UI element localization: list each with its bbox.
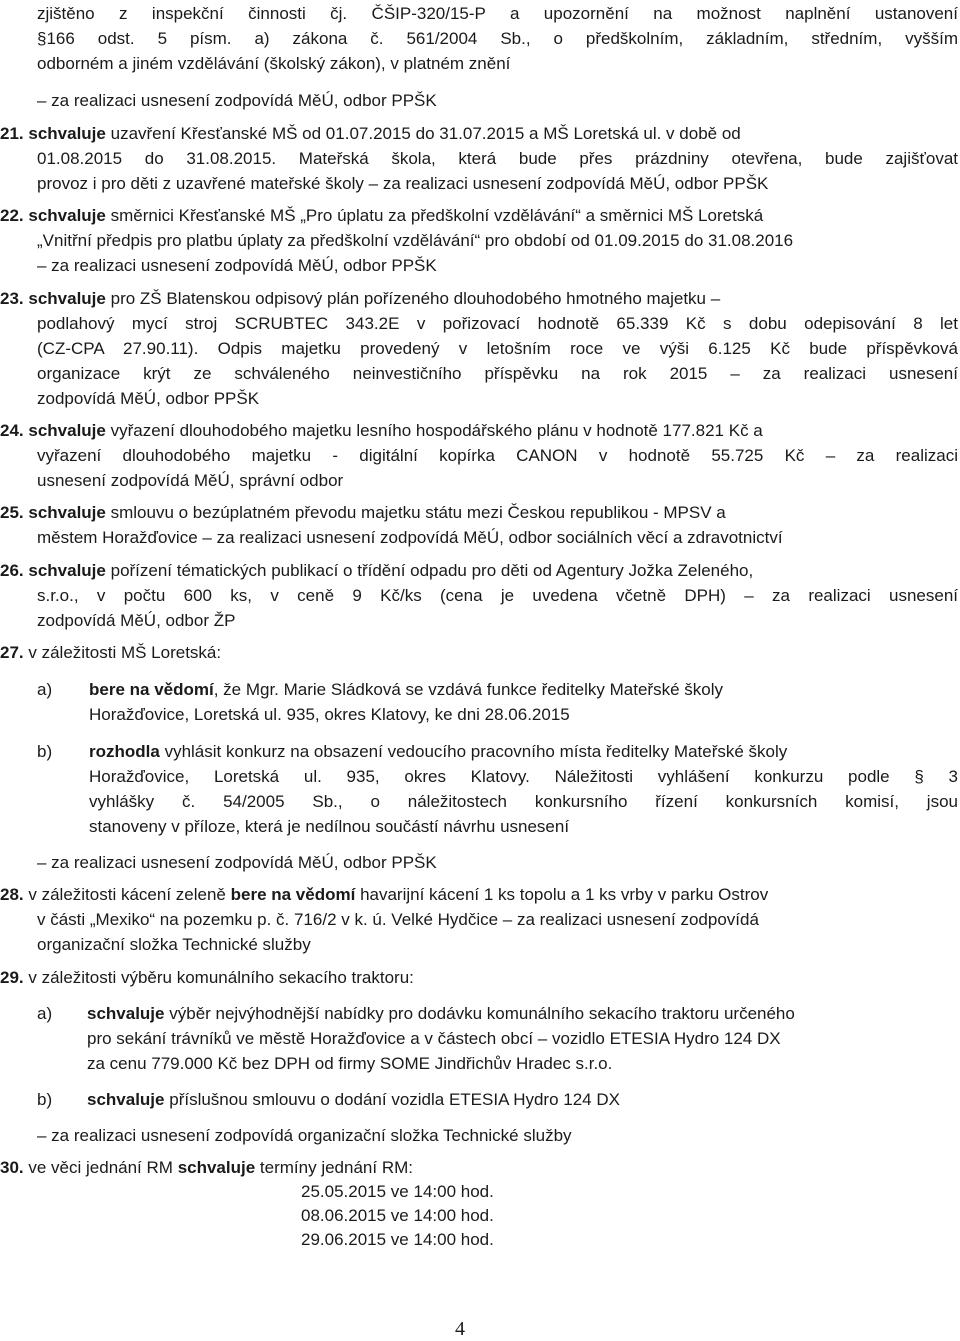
item-number: 21.	[0, 124, 24, 143]
item-intro: v záležitosti MŠ Loretská:	[28, 643, 222, 662]
item-28	[0, 885, 958, 907]
item-30	[0, 1158, 413, 1180]
item-number: 25.	[0, 503, 24, 522]
item-23-line-2: podlahový mycí stroj SCRUBTEC 343.2E v pořizovací hodnotě 65.339 Kč s dobu odepisování 8 let	[37, 314, 958, 333]
item-26	[0, 561, 958, 583]
item-28-line-3: organizační složka Technické služby	[37, 935, 311, 954]
item-24	[0, 421, 958, 443]
item-29a-line-3: za cenu 779.000 Kč bez DPH od firmy SOME Jindřichův Hradec s.r.o.	[87, 1054, 613, 1073]
item-text: uzavření Křesťanské MŠ od 01.07.2015 do 31.07.2015 a MŠ Loretská ul. v době od	[110, 124, 741, 143]
meeting-date: 25.05.2015 ve 14:00 hod.	[301, 1182, 494, 1201]
verb: schvaluje	[87, 1004, 165, 1023]
item-23-line-5: zodpovídá MěÚ, odbor PPŠK	[37, 389, 260, 408]
meeting-date: 29.06.2015 ve 14:00 hod.	[301, 1230, 494, 1249]
item-text: vyhlásit konkurz na obsazení vedoucího pracovního místa ředitelky Mateřské školy	[164, 742, 788, 761]
verb: schvaluje	[177, 1158, 256, 1177]
item-number: 27.	[0, 643, 24, 662]
item-number: 24.	[0, 421, 24, 440]
meeting-date: 08.06.2015 ve 14:00 hod.	[301, 1206, 494, 1225]
verb: schvaluje	[28, 206, 106, 225]
item-number: 23.	[0, 289, 24, 308]
item-26-line-3: zodpovídá MěÚ, odbor ŽP	[37, 611, 236, 630]
item-text: vyřazení dlouhodobého majetku lesního hospodářského plánu v hodnotě 177.821 Kč a	[110, 421, 763, 440]
item-number: 28.	[0, 885, 24, 904]
item-23-line-3: (CZ-CPA 27.90.11). Odpis majetku provedený v letošním roce ve výši 6.125 Kč bude příspěvková	[37, 339, 958, 358]
item-29a-mark: a)	[37, 1004, 53, 1023]
item-text: havarijní kácení 1 ks topolu a 1 ks vrby v parku Ostrov	[360, 885, 769, 904]
item-28-line-2: v části „Mexiko“ na pozemku p. č. 716/2 v k. ú. Velké Hydčice – za realizaci usnesení zodpovídá	[37, 910, 759, 929]
verb: schvaluje	[87, 1090, 165, 1109]
item-29	[0, 968, 414, 990]
item-27a-line-2: Horažďovice, Loretská ul. 935, okres Klatovy, ke dni 28.06.2015	[89, 705, 570, 724]
verb: schvaluje	[28, 124, 106, 143]
cont-line-1: zjištěno z inspekční činnosti čj. ČŠIP-320/15-P a upozornění na možnost naplnění ustanovení	[37, 4, 958, 23]
verb: schvaluje	[28, 503, 106, 522]
item-21-line-3: provoz i pro děti z uzavřené mateřské školy – za realizaci usnesení zodpovídá MěÚ, odbor PPŠK	[37, 174, 769, 193]
verb: bere na vědomí	[230, 885, 356, 904]
item-25	[0, 503, 958, 525]
item-29-responsibility: – za realizaci usnesení zodpovídá organizační složka Technické služby	[37, 1126, 572, 1145]
item-23-line-4: organizace krýt ze schváleného neinvestičního příspěvku na rok 2015 – za realizaci usnesení	[37, 364, 958, 383]
item-number: 22.	[0, 206, 24, 225]
item-29a-line-1	[87, 1004, 958, 1026]
verb: bere na vědomí	[89, 680, 214, 699]
item-22-line-2: „Vnitřní předpis pro platbu úplaty za předškolní vzdělávání“ pro období od 01.09.2015 do 31.08.2016	[37, 231, 794, 250]
item-26-line-2: s.r.o., v počtu 600 ks, v ceně 9 Kč/ks (cena je uvedena včetně DPH) – za realizaci usnesení	[37, 586, 958, 605]
item-27b-line-3: vyhlášky č. 54/2005 Sb., o náležitostech konkursního řízení konkursních komisí, jsou	[89, 792, 958, 811]
item-text: směrnici Křesťanské MŠ „Pro úplatu za předškolní vzdělávání“ a směrnici MŠ Loretská	[110, 206, 764, 225]
item-25-line-2: městem Horažďovice – za realizaci usnesení zodpovídá MěÚ, odbor sociálních věcí a zdravotnictví	[37, 528, 783, 547]
cont-line-2: §166 odst. 5 písm. a) zákona č. 561/2004 Sb., o předškolním, základním, středním, vyšším	[37, 29, 958, 48]
item-24-line-2: vyřazení dlouhodobého majetku - digitální kopírka CANON v hodnotě 55.725 Kč – za realizaci	[37, 446, 958, 465]
item-pre: v záležitosti kácení zeleně	[28, 885, 226, 904]
item-number: 29.	[0, 968, 24, 987]
verb: schvaluje	[28, 289, 106, 308]
item-text: , že Mgr. Marie Sládková se vzdává funkce ředitelky Mateřské školy	[213, 680, 723, 699]
item-pre: ve věci jednání RM	[28, 1158, 173, 1177]
item-27b-line-2: Horažďovice, Loretská ul. 935, okres Klatovy. Náležitosti vyhlášení konkurzu podle § 3	[89, 767, 958, 786]
item-post: termíny jednání RM:	[259, 1158, 413, 1177]
cont-responsibility: – za realizaci usnesení zodpovídá MěÚ, odbor PPŠK	[37, 91, 437, 110]
item-text: pro ZŠ Blatenskou odpisový plán pořízeného dlouhodobého hmotného majetku –	[110, 289, 721, 308]
item-number: 30.	[0, 1158, 24, 1177]
item-text: výběr nejvýhodnější nabídky pro dodávku komunálního sekacího traktoru určeného	[169, 1004, 795, 1023]
item-21-line-2: 01.08.2015 do 31.08.2015. Mateřská škola, která bude přes prázdniny otevřena, bude zajišťovat	[37, 149, 958, 168]
item-27a-line-1	[89, 680, 958, 702]
item-29b-mark: b)	[37, 1090, 53, 1109]
item-29a-line-2: pro sekání trávníků ve městě Horažďovice a v částech obcí – vozidlo ETESIA Hydro 124 DX	[87, 1029, 781, 1048]
verb: rozhodla	[89, 742, 160, 761]
item-27a-mark: a)	[37, 680, 53, 699]
item-intro: v záležitosti výběru komunálního sekacího traktoru:	[28, 968, 414, 987]
item-text: pořízení tématických publikací o třídění odpadu pro děti od Agentury Jožka Zeleného,	[110, 561, 754, 580]
item-23	[0, 289, 958, 311]
item-27b-line-4: stanoveny v příloze, která je nedílnou součástí návrhu usnesení	[89, 817, 570, 836]
item-text: smlouvu o bezúplatném převodu majetku státu mezi Českou republikou - MPSV a	[110, 503, 726, 522]
item-number: 26.	[0, 561, 24, 580]
item-22	[0, 206, 958, 228]
item-21	[0, 124, 958, 146]
verb: schvaluje	[28, 561, 106, 580]
item-27	[0, 643, 221, 665]
item-24-line-3: usnesení zodpovídá MěÚ, správní odbor	[37, 471, 344, 490]
item-27b-mark: b)	[37, 742, 53, 761]
cont-line-3: odborném a jiném vzdělávání (školský zákon), v platném znění	[37, 54, 511, 73]
page-number: 4	[455, 1318, 465, 1340]
verb: schvaluje	[28, 421, 106, 440]
item-29b-line-1	[87, 1090, 620, 1112]
item-22-line-3: – za realizaci usnesení zodpovídá MěÚ, odbor PPŠK	[37, 256, 437, 275]
item-27b-line-1	[89, 742, 958, 764]
item-27-responsibility: – za realizaci usnesení zodpovídá MěÚ, odbor PPŠK	[37, 853, 437, 872]
item-text: příslušnou smlouvu o dodání vozidla ETESIA Hydro 124 DX	[169, 1090, 620, 1109]
